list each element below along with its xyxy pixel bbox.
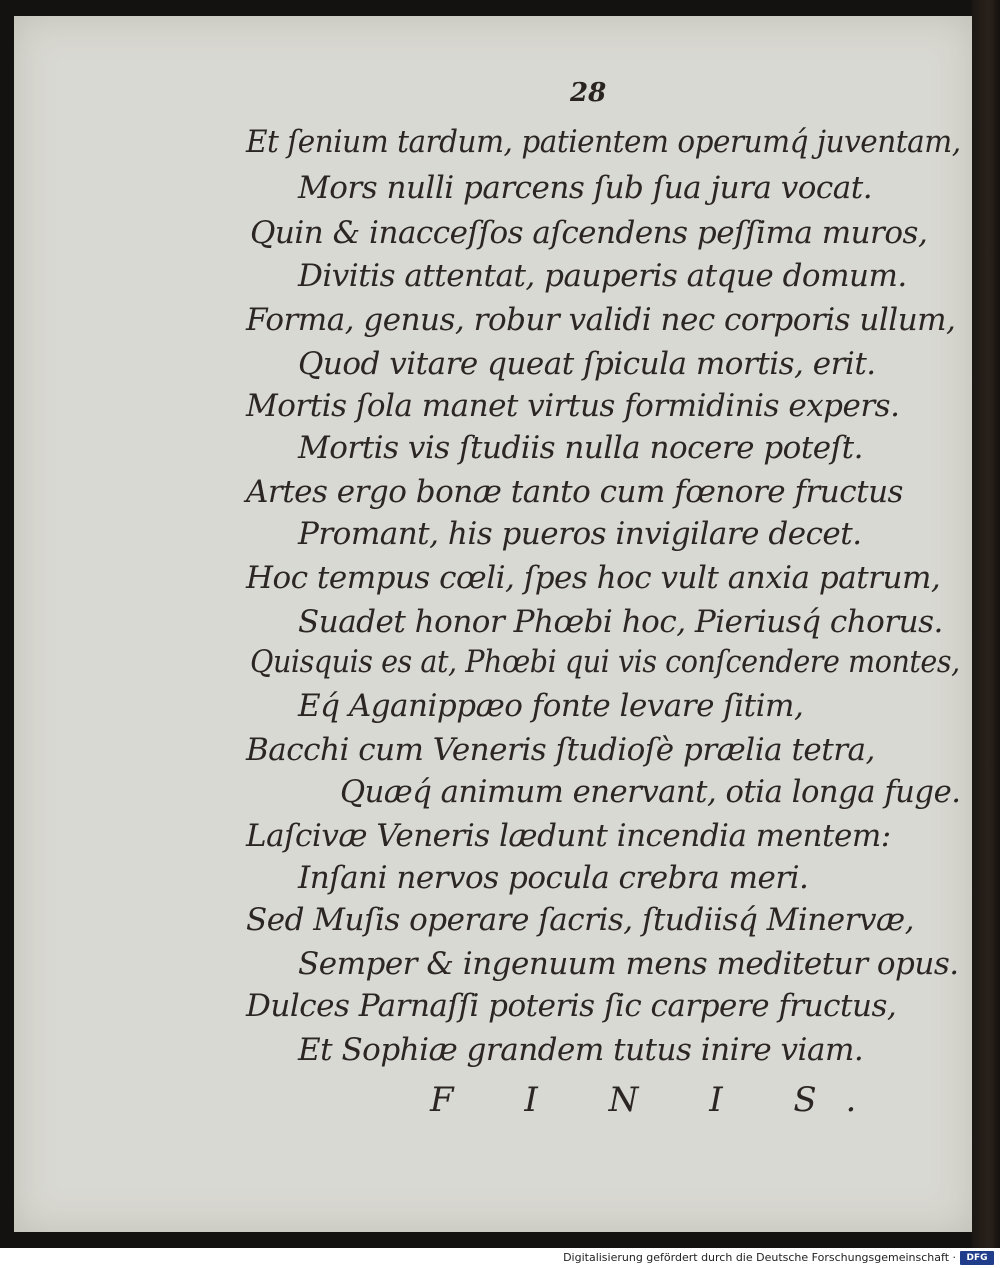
poem-line: Quod vitare queat ſpicula mortis, erit.: [298, 346, 876, 382]
poem-line: Suadet honor Phœbi hoc, Pieriusq́ chorus.: [298, 604, 943, 640]
dfg-logo: DFG: [960, 1251, 994, 1265]
funding-credit: Digitalisierung gefördert durch die Deutsche Forschungsgemeinschaft ·: [563, 1251, 956, 1264]
poem-line: Quisquis es at, Phœbi qui vis conſcendere montes,: [250, 644, 960, 680]
poem-line: Quin & inacceſſos aſcendens peſſima muros,: [250, 215, 928, 251]
poem-line: Quæq́ animum enervant, otia longa fuge.: [340, 774, 961, 810]
poem-line: Mortis vis ſtudiis nulla nocere poteſt.: [298, 430, 863, 466]
poem-line: Semper & ingenuum mens meditetur opus.: [298, 946, 959, 982]
poem-line: Dulces Parnaſſi poteris ſic carpere fructus,: [246, 988, 897, 1024]
page-number: 28: [570, 78, 607, 108]
poem-line: Sed Muſis operare ſacris, ſtudiisq́ Minervæ,: [246, 902, 914, 938]
poem-line: Divitis attentat, pauperis atque domum.: [298, 258, 907, 294]
footer-bar: [0, 1248, 1000, 1268]
poem-line: Mortis ſola manet virtus formidinis expers.: [246, 388, 900, 424]
poem-line: Bacchi cum Veneris ſtudioſè prælia tetra,: [246, 732, 875, 768]
poem-line: Mors nulli parcens ſub ſua jura vocat.: [298, 170, 873, 206]
finis-colophon: F I N I S.: [430, 1080, 887, 1120]
poem-line: Promant, his pueros invigilare decet.: [298, 516, 862, 552]
poem-line: Inſani nervos pocula crebra meri.: [298, 860, 809, 896]
poem-line: Eq́ Aganippæo fonte levare ſitim,: [298, 688, 804, 724]
poem-line: Hoc tempus cœli, ſpes hoc vult anxia patrum,: [246, 560, 941, 596]
poem-line: Forma, genus, robur validi nec corporis ullum,: [246, 302, 956, 338]
book-edge: [972, 0, 1000, 1248]
poem-line: Laſcivæ Veneris lædunt incendia mentem:: [246, 818, 891, 854]
poem-line: Et Sophiæ grandem tutus inire viam.: [298, 1032, 864, 1068]
poem-line: Artes ergo bonæ tanto cum fœnore fructus: [246, 474, 903, 510]
poem-line: Et ſenium tardum, patientem operumq́ juventam,: [246, 124, 961, 160]
